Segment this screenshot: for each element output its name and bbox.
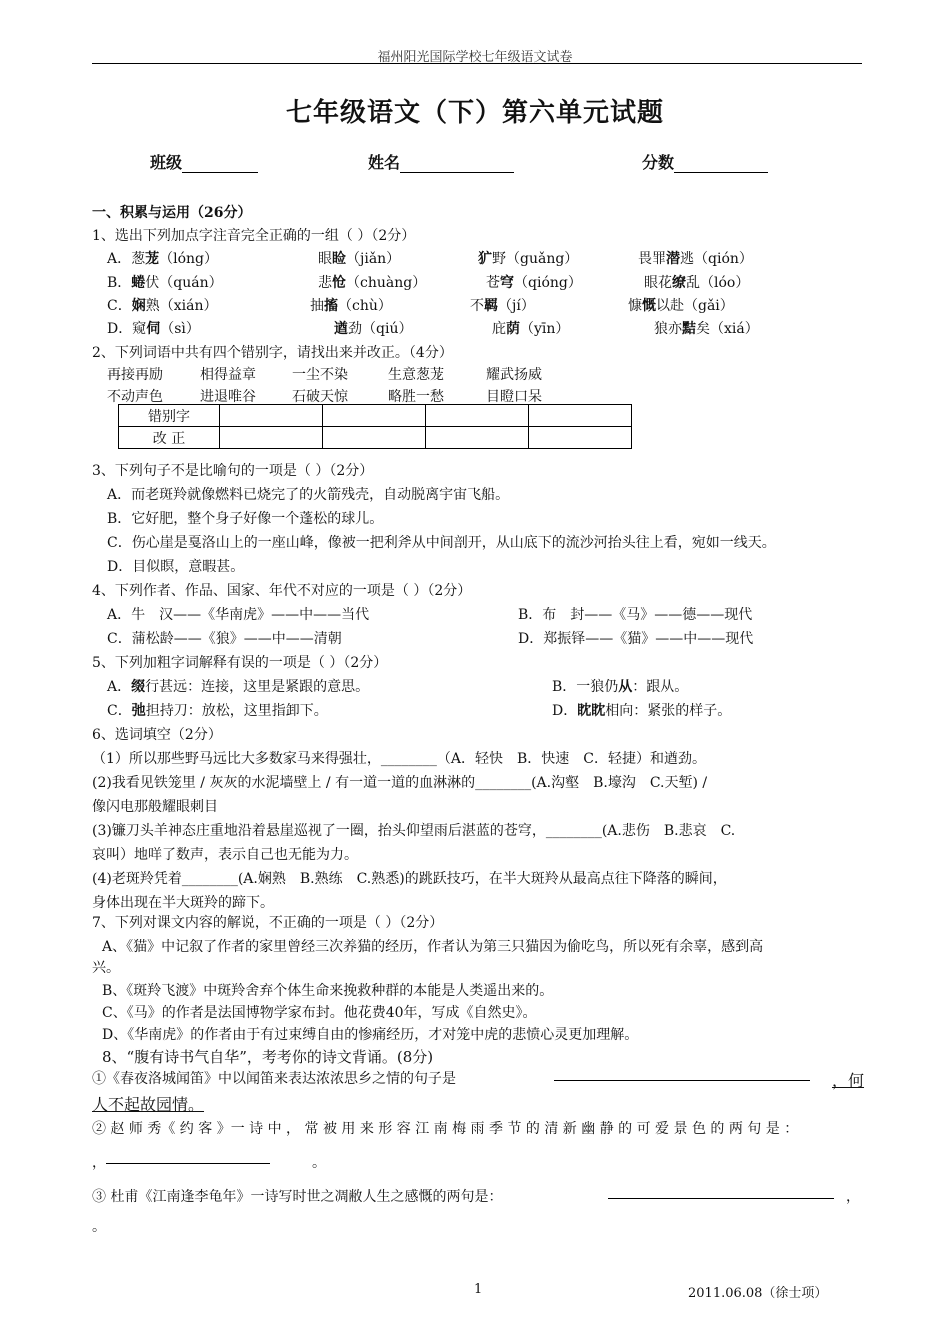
q4-option-c: C．蒲松龄——《狼》——中——清朝 [107,631,342,647]
q1-b-1: B．蜷伏（quán） [107,275,223,291]
q8-p3-blank[interactable] [608,1186,834,1199]
q1-b-2: 悲怆（chuàng） [318,275,427,291]
q2-word: 生意葱茏 [388,367,444,383]
q1-d-4: 狼亦黠矣（xiá） [654,321,759,337]
q2-word: 不动声色 [107,389,163,405]
q6-s3a: (3)镰刀头羊神态庄重地沿着悬崖巡视了一圈，抬头仰望雨后湛蓝的苍穹，________(A.悲伤 B.悲哀 C. [92,823,736,839]
q5-option-b: B．一狼仍从：跟从。 [552,679,689,695]
q2-word: 一尘不染 [292,367,348,383]
q2-word: 目瞪口呆 [486,389,542,405]
answer-cell[interactable] [426,427,529,449]
q6-s2b: 像闪电那般耀眼刺目 [92,799,218,815]
q6-s1: （1）所以那些野马远比大多数家马来得强壮，________（A．轻快 B．快速 C．轻捷）和遒劲。 [92,751,707,767]
answer-cell[interactable] [426,405,529,427]
q1-b-3: 苍穹（qióng） [486,275,582,291]
q7-stem: 7、下列对课文内容的解说，不正确的一项是（ ）（2分） [92,915,444,931]
table-row [119,427,632,449]
q6-s4b: 身体出现在半大斑羚的蹄下。 [92,895,274,911]
q1-c-1: C．娴熟（xián） [107,298,218,314]
q2-stem: 2、下列词语中共有四个错别字，请找出来并改正。（4分） [92,345,453,361]
answer-cell[interactable] [323,405,426,427]
score-label: 分数 [642,153,675,172]
q2-word: 石破天惊 [292,389,348,405]
q8-p3: ③ 杜甫《江南逢李龟年》一诗写时世之凋敝人生之感慨的两句是： [92,1189,503,1205]
q7-option-a-cont: 兴。 [92,960,120,976]
correction-table [118,404,632,449]
q3-stem: 3、下列句子不是比喻句的一项是（ ）（2分） [92,463,374,479]
q4-option-d: D．郑振铎——《猫》——中——现代 [518,631,754,647]
class-field [150,150,258,173]
q6-s4a: (4)老斑羚凭着________(A.娴熟 B.熟练 C.熟悉)的跳跃技巧，在半大斑羚从最高点往下降落的瞬间， [92,871,727,887]
q7-option-d: D、《华南虎》的作者由于有过束缚自由的惨痛经历，才对笼中虎的悲愤心灵更加理解。 [102,1027,639,1043]
page-title: 七年级语文（下）第六单元试题 [285,98,664,128]
footer-date: 2011.06.08（徐士项） [688,1286,828,1301]
q5-stem: 5、下列加粗字词解释有误的一项是（ ）（2分） [92,655,388,671]
q1-c-4: 慷慨以赴（gǎi） [628,298,734,314]
q2-word: 略胜一愁 [388,389,444,405]
q7-option-b: B、《斑羚飞渡》中斑羚舍弃个体生命来挽救种群的本能是人类遥出来的。 [102,983,554,999]
q2-word: 相得益章 [200,367,256,383]
q7-option-c: C、《马》的作者是法国博物学家布封。他花费40年，写成《自然史》。 [102,1005,537,1021]
class-label: 班级 [150,153,183,172]
q8-p2b-start: ， [92,1155,106,1171]
page-number: 1 [474,1282,483,1297]
name-label: 姓名 [368,153,401,172]
name-field [368,150,514,173]
q8-p1-end: ，何 [832,1071,865,1090]
q8-p2-blank[interactable] [106,1151,270,1164]
q2-word: 再接再励 [107,367,163,383]
q3-option-b: B．它好肥，整个身子好像一个蓬松的球儿。 [107,511,384,527]
q3-option-d: D．目似瞑，意暇甚。 [107,559,245,575]
q6-s2a: (2)我看见铁笼里 / 灰灰的水泥墙壁上 / 有一道一道的血淋淋的________(A.沟壑 B.壕沟 C.天堑) / [92,775,708,791]
q1-d-2: 遒劲（qiú） [334,321,413,337]
q1-a-3: 犷野（guǎng） [478,251,579,267]
q6-stem: 6、选词填空（2分） [92,727,222,743]
q8-p2: ② 赵 师 秀《 约 客 》一 诗 中 ， 常 被 用 来 形 容 江 南 梅 雨 季 节 的 清 新 幽 静 的 可 爱 景 色 的 两 句 是 ： [92,1121,799,1137]
answer-cell[interactable] [220,427,323,449]
q1-c-2: 抽搐（chù） [310,298,392,314]
q1-a-1: A．葱茏（lóng） [107,251,219,267]
q1-stem: 1、选出下列加点字注音完全正确的一组（ ）（2分） [92,228,416,244]
answer-cell[interactable] [529,427,632,449]
q1-a-2: 眼睑（jiǎn） [318,251,401,267]
section-heading: 一、积累与运用（26分） [92,205,252,221]
class-blank[interactable] [182,158,258,173]
table-label-correct: 改 正 [119,427,220,449]
q8-p1-blank[interactable] [554,1068,810,1081]
q8-p1: ①《春夜洛城闻笛》中以闻笛来表达浓浓思乡之情的句子是 [92,1071,456,1087]
q2-word: 耀武扬威 [486,367,542,383]
q8-p3b: 。 [92,1219,106,1235]
q1-d-1: D．窥伺（sì） [107,321,200,337]
q1-a-4: 畏罪潜逃（qión） [638,251,753,267]
q8-p2b-end: 。 [312,1155,326,1171]
answer-cell[interactable] [323,427,426,449]
q4-option-b: B．布 封——《马》——德——现代 [518,607,753,623]
answer-cell[interactable] [529,405,632,427]
q5-option-c: C．弛担持刀：放松，这里指卸下。 [107,703,328,719]
score-field [642,150,768,173]
q4-option-a: A．牛 汉——《华南虎》——中——当代 [107,607,370,623]
q1-d-3: 庇荫（yīn） [492,321,570,337]
answer-cell[interactable] [220,405,323,427]
q8-stem: 8、“腹有诗书气自华”，考考你的诗文背诵。(8分) [102,1048,434,1066]
q5-option-d: D．眈眈相向：紧张的样子。 [552,703,732,719]
q1-c-3: 不羁（jí） [470,298,535,314]
page-header: 福州阳光国际学校七年级语文试卷 [377,50,573,65]
q3-option-c: C．伤心崖是戛洛山上的一座山峰，像被一把利斧从中间剖开，从山底下的流沙河抬头往上看，宛如一线天。 [107,535,776,551]
header-rule [92,63,862,64]
q6-s3b: 哀叫）地咩了数声，表示自己也无能为力。 [92,847,358,863]
table-row [119,405,632,427]
q8-p3-end: ， [846,1189,860,1205]
q3-option-a: A．而老斑羚就像燃料已烧完了的火箭残壳，自动脱离宇宙飞船。 [107,487,510,503]
score-blank[interactable] [674,158,768,173]
name-blank[interactable] [400,158,514,173]
q2-word: 进退唯谷 [200,389,256,405]
q7-option-a: A、《猫》中记叙了作者的家里曾经三次养猫的经历，作者认为第三只猫因为偷吃鸟，所以死有余辜，感到高 [102,939,764,955]
table-label-wrong: 错别字 [119,405,220,427]
q8-p1b: 人不起故园情。 [92,1095,205,1114]
q5-option-a: A．缀行甚远：连接，这里是紧跟的意思。 [107,679,370,695]
q4-stem: 4、下列作者、作品、国家、年代不对应的一项是（ ）（2分） [92,583,472,599]
q1-b-4: 眼花缭乱（lóo） [644,275,750,291]
